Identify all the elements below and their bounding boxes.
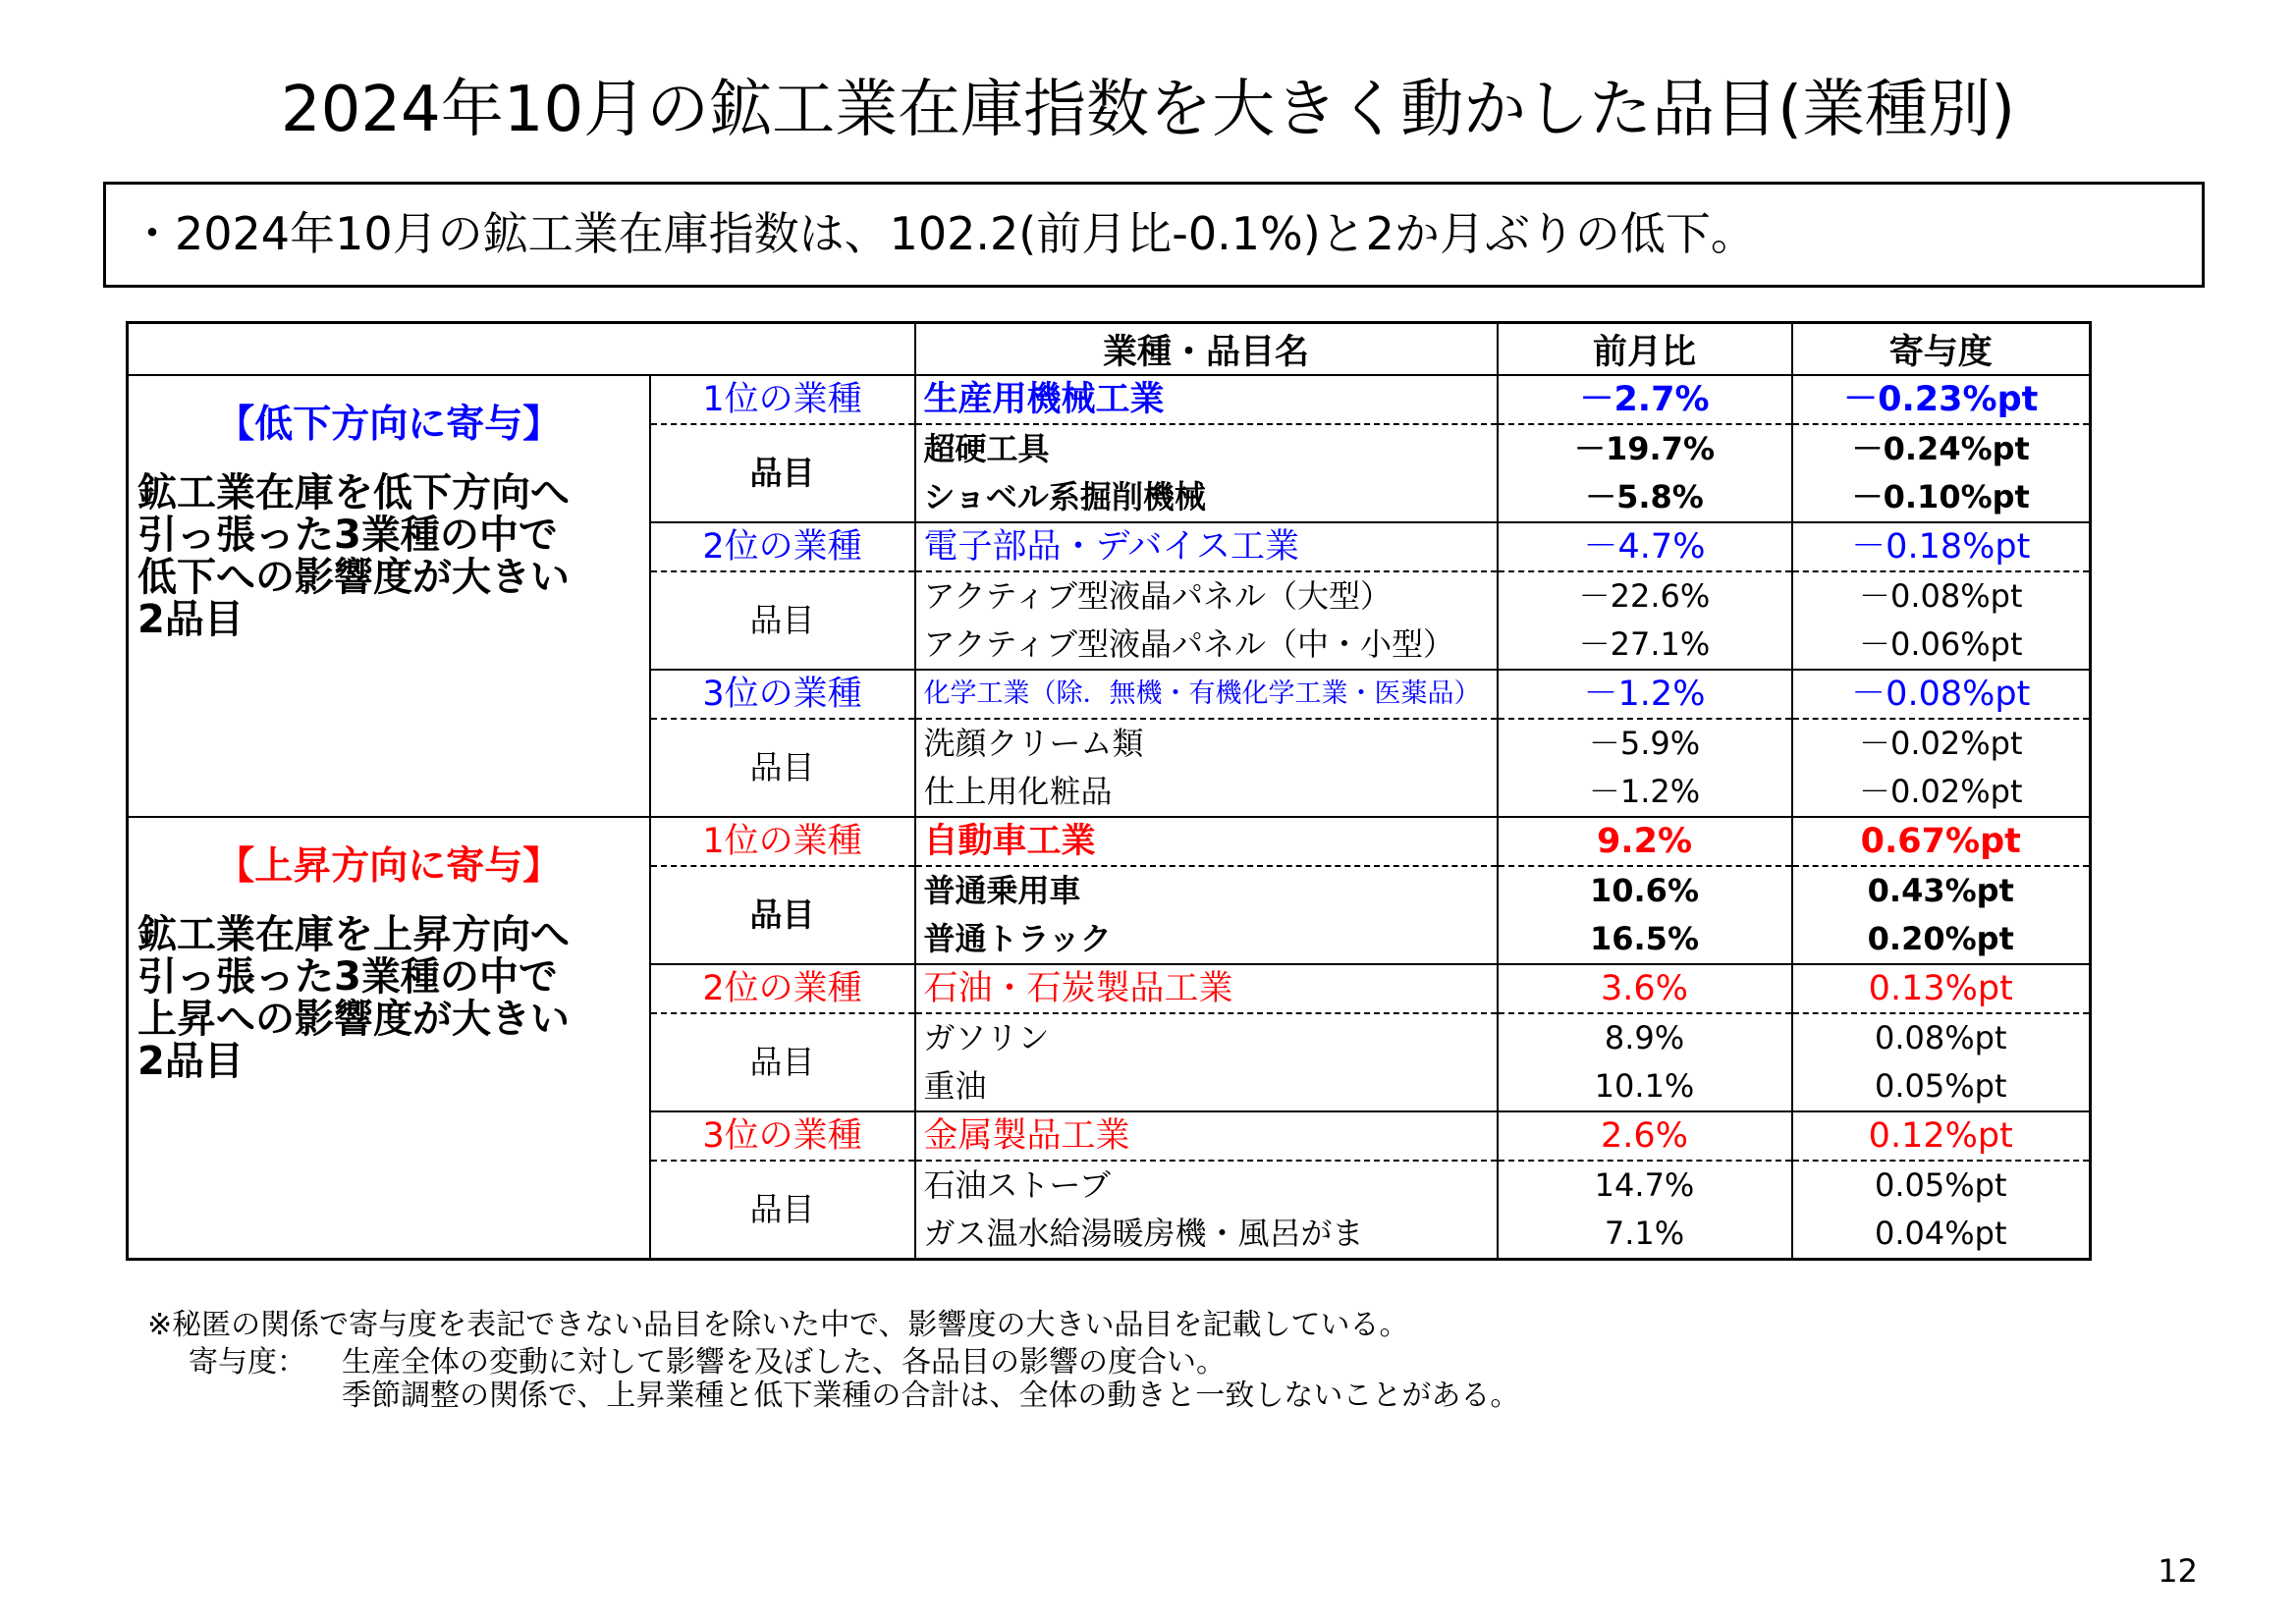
section-description-line: 引っ張った3業種の中で	[137, 954, 558, 1000]
industry-mom-value: 2.6%	[1498, 1111, 1792, 1161]
items-label: 品目	[650, 1161, 915, 1259]
industry-mom-value: －4.7%	[1498, 522, 1792, 571]
item-name: 普通トラック	[915, 915, 1498, 964]
industry-mom-value: －1.2%	[1498, 670, 1792, 719]
item-mom-value: 10.1%	[1498, 1062, 1792, 1111]
header-contribution: 寄与度	[1792, 323, 2091, 376]
item-name: 石油ストーブ	[915, 1161, 1498, 1210]
item-name: 仕上用化粧品	[915, 768, 1498, 817]
items-label: 品目	[650, 719, 915, 817]
rank-label: 1位の業種	[650, 817, 915, 866]
industry-contribution-value: 0.12%pt	[1792, 1111, 2091, 1161]
item-contribution-value: －0.10%pt	[1792, 473, 2091, 522]
section-description-line: 鉱工業在庫を上昇方向へ	[137, 912, 570, 957]
item-name: 重油	[915, 1062, 1498, 1111]
industry-name: 金属製品工業	[915, 1111, 1498, 1161]
industry-mom-value: 3.6%	[1498, 964, 1792, 1013]
summary-text: ・2024年10月の鉱工業在庫指数は、102.2(前月比-0.1%)と2か月ぶりの低下。	[130, 207, 1756, 260]
footnote-definition: 生産全体の変動に対して影響を及ぼした、各品目の影響の度合い。	[342, 1345, 1226, 1380]
rank-label: 1位の業種	[650, 375, 915, 424]
industry-row	[128, 375, 2091, 424]
industry-contribution-value: 0.67%pt	[1792, 817, 2091, 866]
item-contribution-value: 0.20%pt	[1792, 915, 2091, 964]
section-upward	[128, 817, 2091, 1259]
item-mom-value: －5.8%	[1498, 473, 1792, 522]
section-description-line: 低下への影響度が大きい	[137, 555, 570, 600]
header-name: 業種・品目名	[915, 323, 1498, 376]
item-contribution-value: 0.05%pt	[1792, 1062, 2091, 1111]
industry-contribution-value: －0.23%pt	[1792, 375, 2091, 424]
item-contribution-value: －0.24%pt	[1792, 424, 2091, 473]
item-contribution-value: 0.08%pt	[1792, 1013, 2091, 1062]
section-heading: 【低下方向に寄与】	[216, 403, 562, 447]
item-mom-value: －5.9%	[1498, 719, 1792, 768]
rank-label: 2位の業種	[650, 522, 915, 571]
items-label: 品目	[650, 866, 915, 964]
item-contribution-value: －0.02%pt	[1792, 768, 2091, 817]
section-downward	[128, 375, 2091, 817]
item-mom-value: 8.9%	[1498, 1013, 1792, 1062]
item-name: アクティブ型液晶パネル（大型）	[915, 571, 1498, 621]
section-description-line: 上昇への影響度が大きい	[137, 997, 570, 1042]
item-name: アクティブ型液晶パネル（中・小型）	[915, 621, 1498, 670]
item-mom-value: 7.1%	[1498, 1210, 1792, 1259]
item-contribution-value: －0.02%pt	[1792, 719, 2091, 768]
section-description-line: 2品目	[137, 597, 244, 642]
item-mom-value: 14.7%	[1498, 1161, 1792, 1210]
section-description-cell	[128, 375, 650, 817]
item-name: ガス温水給湯暖房機・風呂がま	[915, 1210, 1498, 1259]
rank-label: 3位の業種	[650, 1111, 915, 1161]
items-label: 品目	[650, 571, 915, 670]
item-name: 超硬工具	[915, 424, 1498, 473]
item-contribution-value: 0.04%pt	[1792, 1210, 2091, 1259]
page-title: 2024年10月の鉱工業在庫指数を大きく動かした品目(業種別)	[280, 74, 2016, 146]
rank-label: 3位の業種	[650, 670, 915, 719]
section-description-line: 鉱工業在庫を低下方向へ	[137, 470, 570, 515]
header-mom: 前月比	[1498, 323, 1792, 376]
section-description-cell	[128, 817, 650, 1259]
items-label: 品目	[650, 424, 915, 522]
industry-contribution-value: －0.08%pt	[1792, 670, 2091, 719]
item-name: ガソリン	[915, 1013, 1498, 1062]
item-mom-value: －27.1%	[1498, 621, 1792, 670]
section-description	[129, 472, 649, 641]
industry-name: 生産用機械工業	[915, 375, 1498, 424]
section-description-line: 引っ張った3業種の中で	[137, 513, 558, 558]
section-description	[129, 914, 649, 1083]
rank-label: 2位の業種	[650, 964, 915, 1013]
item-name: 洗顔クリーム類	[915, 719, 1498, 768]
item-name: ショベル系掘削機械	[915, 473, 1498, 522]
industry-name: 石油・石炭製品工業	[915, 964, 1498, 1013]
industry-mom-value: －2.7%	[1498, 375, 1792, 424]
summary-box	[103, 182, 2205, 288]
section-content	[129, 818, 649, 1083]
industry-name: 電子部品・デバイス工業	[915, 522, 1498, 571]
item-contribution-value: －0.06%pt	[1792, 621, 2091, 670]
item-contribution-value: 0.43%pt	[1792, 866, 2091, 915]
item-contribution-value: 0.05%pt	[1792, 1161, 2091, 1210]
section-content	[129, 376, 649, 641]
industry-row	[128, 817, 2091, 866]
item-mom-value: 10.6%	[1498, 866, 1792, 915]
table-header-row	[128, 323, 2091, 376]
industry-contribution-value: －0.18%pt	[1792, 522, 2091, 571]
item-mom-value: 16.5%	[1498, 915, 1792, 964]
items-label: 品目	[650, 1013, 915, 1111]
footnote-term: 寄与度：	[189, 1345, 306, 1380]
section-heading: 【上昇方向に寄与】	[216, 844, 562, 889]
industry-name: 化学工業（除．無機・有機化学工業・医薬品）	[915, 670, 1498, 719]
item-contribution-value: －0.08%pt	[1792, 571, 2091, 621]
industry-name: 自動車工業	[915, 817, 1498, 866]
page-number: 12	[2158, 1552, 2198, 1590]
industry-contribution-value: 0.13%pt	[1792, 964, 2091, 1013]
footnote-line: 季節調整の関係で、上昇業種と低下業種の合計は、全体の動きと一致しないことがある。	[342, 1379, 1520, 1413]
item-name: 普通乗用車	[915, 866, 1498, 915]
item-mom-value: －19.7%	[1498, 424, 1792, 473]
contribution-table	[126, 321, 2092, 1261]
header-blank-cell	[128, 323, 915, 376]
item-mom-value: －22.6%	[1498, 571, 1792, 621]
item-mom-value: －1.2%	[1498, 768, 1792, 817]
footnote-line: ※秘匿の関係で寄与度を表記できない品目を除いた中で、影響度の大きい品目を記載している。	[147, 1308, 1409, 1342]
industry-mom-value: 9.2%	[1498, 817, 1792, 866]
section-description-line: 2品目	[137, 1039, 244, 1084]
